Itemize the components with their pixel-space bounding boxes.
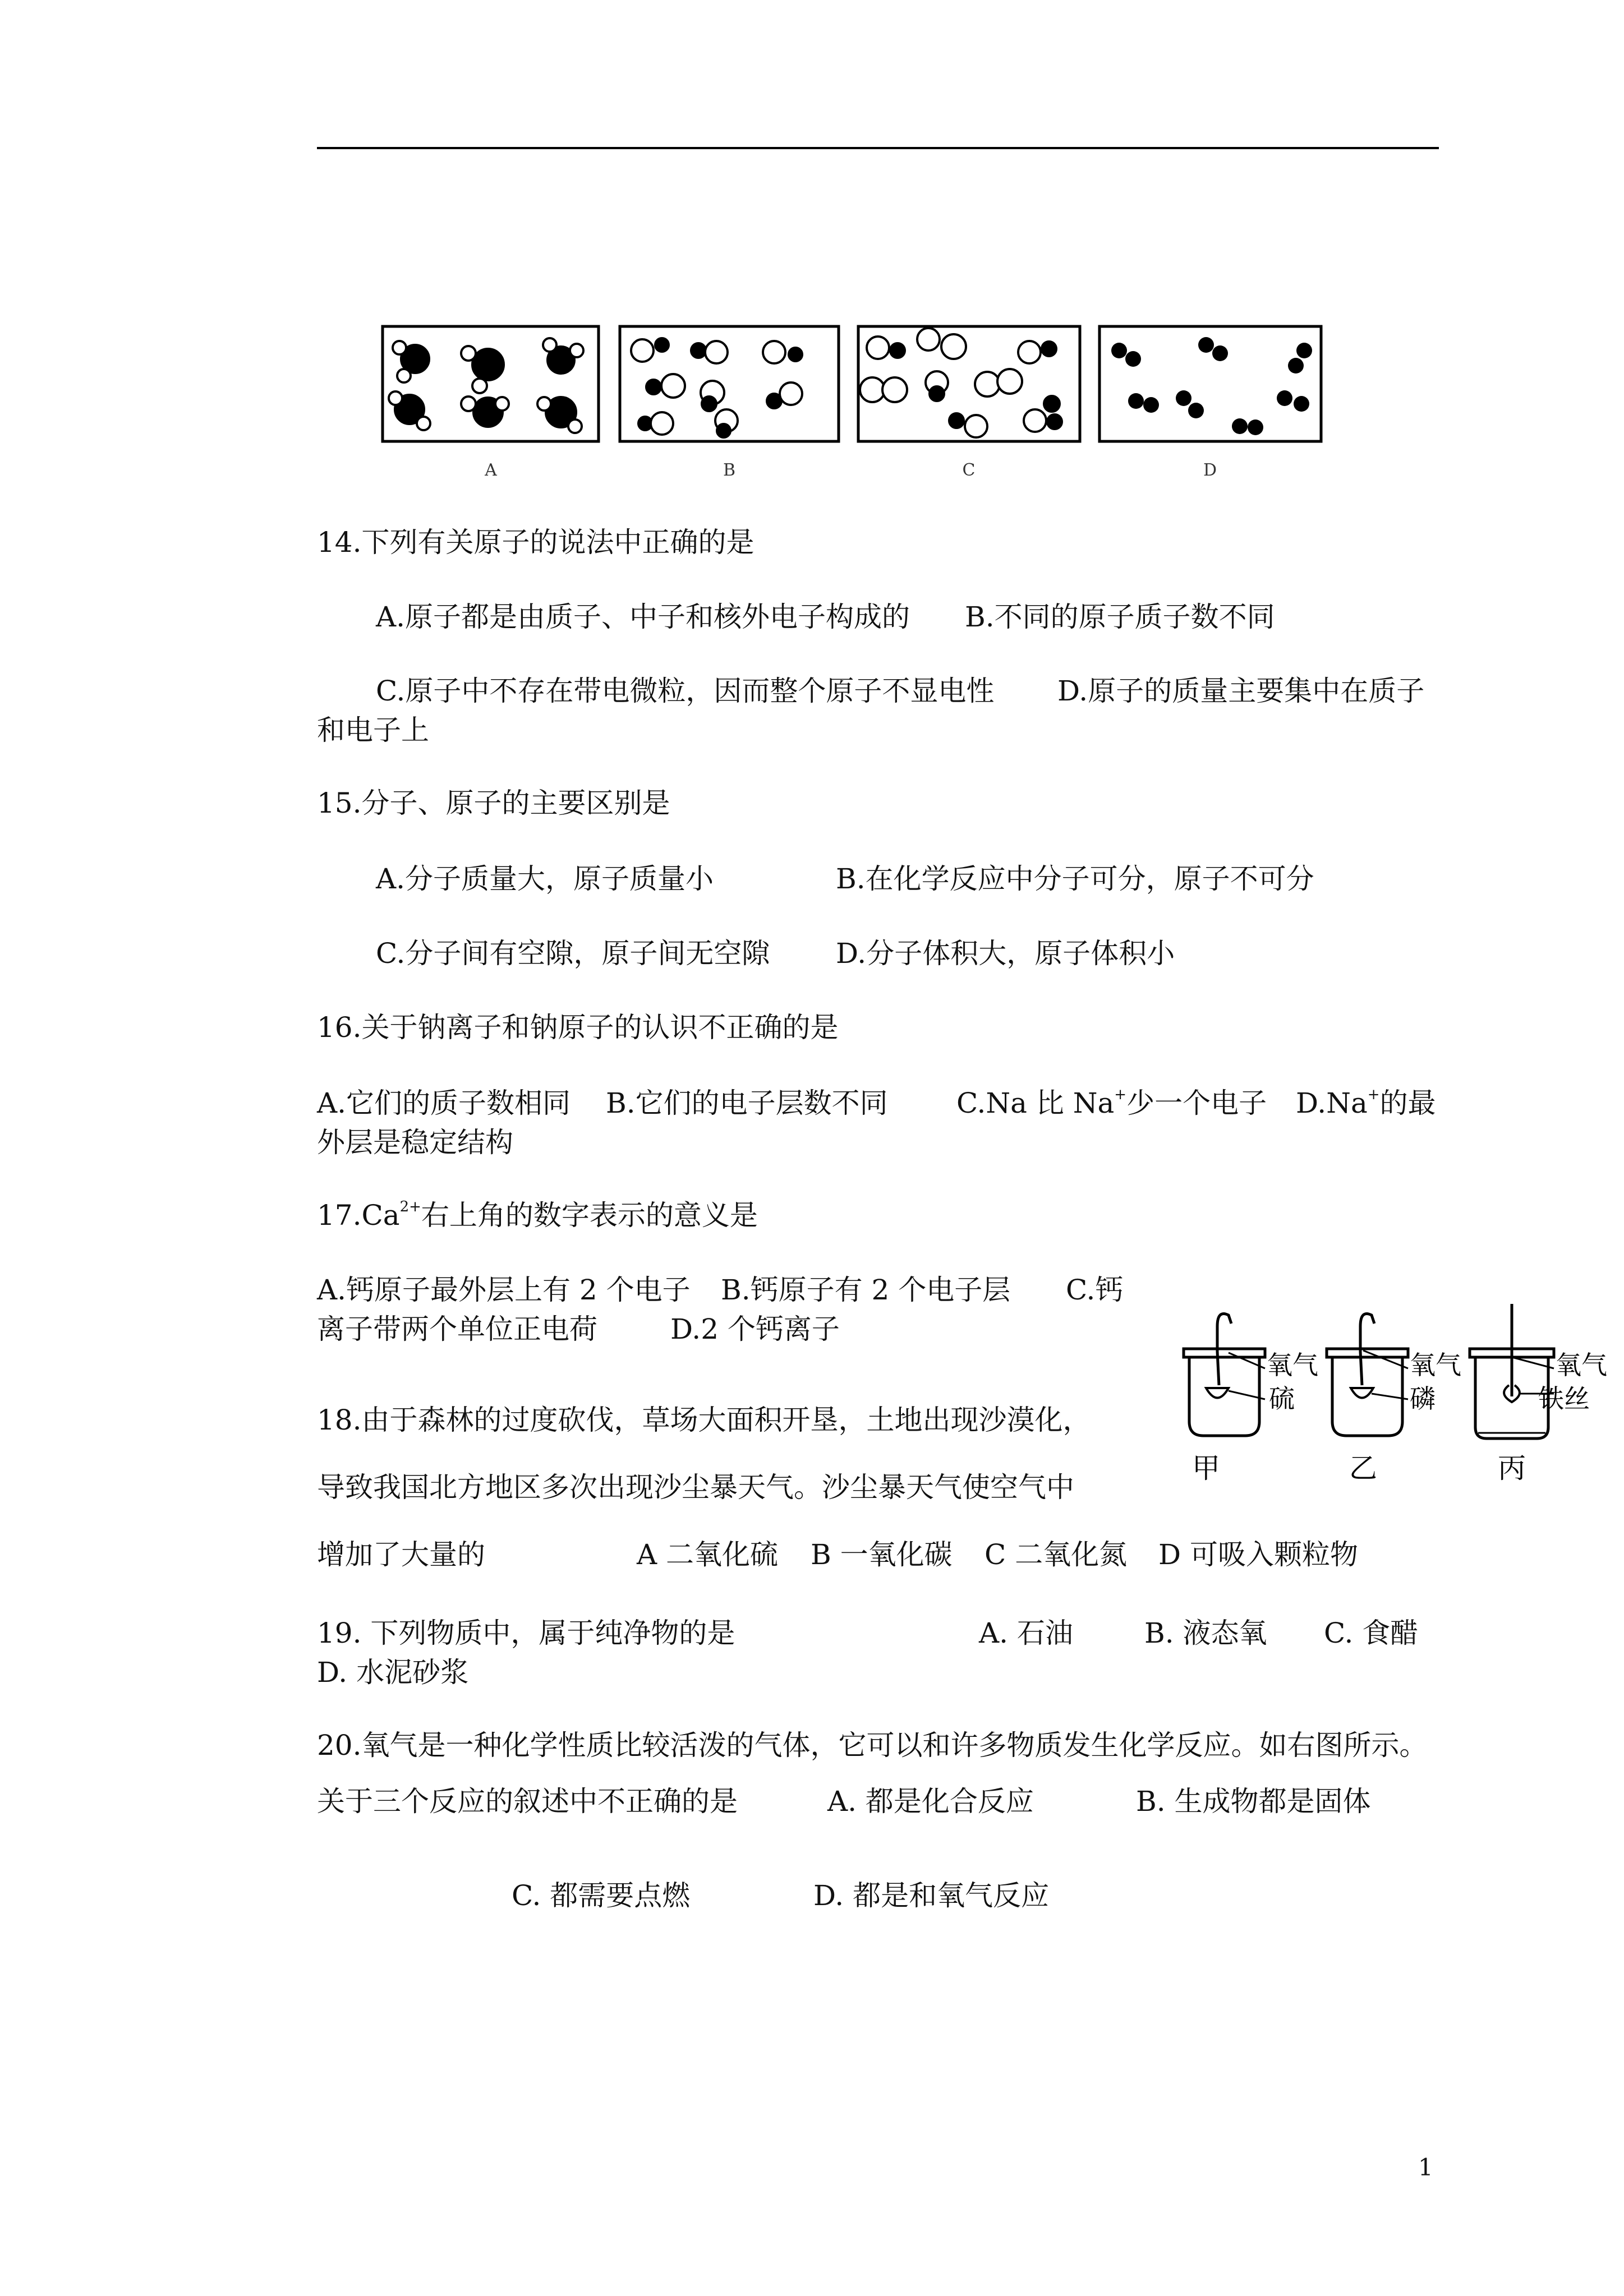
box-d-molecules: [1111, 337, 1312, 435]
q18-text-line3: 增加了大量的: [317, 1538, 485, 1571]
q15-option-a: A.分子质量大，原子质量小: [376, 863, 714, 895]
q19-stem: 19. 下列物质中，属于纯净物的是: [317, 1617, 735, 1649]
jar-2-gas-label: 氧气: [1410, 1350, 1461, 1380]
q16-option-c: C.Na 比 Na+少一个电子: [956, 1086, 1267, 1119]
box-d-label: D: [1203, 460, 1217, 480]
box-c-molecules: [860, 328, 1062, 437]
q15-stem: 15.分子、原子的主要区别是: [317, 787, 670, 819]
q14-option-d: D.原子的质量主要集中在质子: [1057, 675, 1425, 707]
page-number: 1: [1418, 2154, 1433, 2181]
q19-option-c: C. 食醋: [1324, 1617, 1419, 1649]
q14-option-b: B.不同的原子质子数不同: [965, 601, 1275, 633]
box-b-molecules: [631, 338, 802, 437]
q20-text-line2: 关于三个反应的叙述中不正确的是: [317, 1785, 738, 1818]
q20-text-line1: 20.氧气是一种化学性质比较活泼的气体，它可以和许多物质发生化学反应。如右图所示。: [317, 1729, 1428, 1762]
q20-option-c: C. 都需要点燃: [512, 1879, 691, 1912]
q18-option-d: D 可吸入颗粒物: [1158, 1538, 1358, 1571]
q18-text-line1: 18.由于森林的过度砍伐，草场大面积开垦，土地出现沙漠化，: [317, 1404, 1091, 1436]
jar-1-substance-label: 硫: [1269, 1384, 1295, 1414]
q18-text-line2: 导致我国北方地区多次出现沙尘暴天气。沙尘暴天气使空气中: [317, 1471, 1074, 1504]
q19-option-d: D. 水泥砂浆: [317, 1656, 469, 1689]
q16-stem: 16.关于钠离子和钠原子的认识不正确的是: [317, 1011, 839, 1044]
q16-option-b: B.它们的电子层数不同: [606, 1087, 888, 1119]
q20-option-d: D. 都是和氧气反应: [813, 1879, 1050, 1912]
q19-option-b: B. 液态氧: [1144, 1617, 1267, 1649]
q17-option-c: C.钙: [1066, 1274, 1124, 1306]
q17-stem: $17.Ca^{2+}$右上角的数字表示的意义是: [317, 1198, 758, 1232]
q18-option-c: C 二氧化氮: [984, 1538, 1128, 1571]
box-b-label: B: [723, 460, 736, 480]
q17-option-b: B.钙原子有 2 个电子层: [721, 1274, 1011, 1306]
q16-option-d: D.Na+的最: [1296, 1086, 1436, 1119]
jar-3-gas-label: 氧气: [1556, 1350, 1607, 1380]
jar-1-gas-label: 氧气: [1267, 1350, 1318, 1380]
q14-stem: 14.下列有关原子的说法中正确的是: [317, 526, 755, 559]
q14-option-c: C.原子中不存在带电微粒，因而整个原子不显电性: [376, 675, 995, 707]
jar-2-substance-label: 磷: [1410, 1384, 1436, 1414]
q17-option-d: D.2 个钙离子: [670, 1313, 840, 1345]
q15-option-d: D.分子体积大，原子体积小: [836, 937, 1175, 970]
jar-3-name: 丙: [1498, 1452, 1526, 1484]
q20-option-a: A. 都是化合反应: [827, 1785, 1034, 1818]
oxygen-reaction-apparatus: [1139, 1295, 1607, 1503]
box-a-molecules: [389, 338, 583, 433]
q16-option-a: A.它们的质子数相同: [317, 1087, 571, 1119]
jar-2-name: 乙: [1349, 1452, 1377, 1484]
q20-option-b: B. 生成物都是固体: [1136, 1785, 1371, 1818]
q15-option-c: C.分子间有空隙，原子间无空隙: [376, 937, 770, 970]
box-a-label: A: [485, 460, 497, 480]
q17-option-c-cont: 离子带两个单位正电荷: [317, 1313, 597, 1345]
q18-option-b: B 一氧化碳: [811, 1538, 953, 1571]
q14-option-d-cont: 和电子上: [317, 714, 429, 746]
header-rule: [317, 147, 1439, 149]
q14-option-a: A.原子都是由质子、中子和核外电子构成的: [376, 601, 910, 633]
q18-option-a: A 二氧化硫: [637, 1538, 779, 1571]
molecule-model-figure: [376, 320, 1386, 488]
jar-3-substance-label: 铁丝: [1538, 1384, 1590, 1414]
q16-option-d-cont: 外层是稳定结构: [317, 1126, 513, 1159]
jar-1-name: 甲: [1192, 1452, 1220, 1484]
q17-option-a: A.钙原子最外层上有 2 个电子: [317, 1274, 691, 1306]
q15-option-b: B.在化学反应中分子可分，原子不可分: [836, 863, 1314, 895]
box-c-label: C: [962, 460, 976, 480]
q19-option-a: A. 石油: [979, 1617, 1073, 1649]
